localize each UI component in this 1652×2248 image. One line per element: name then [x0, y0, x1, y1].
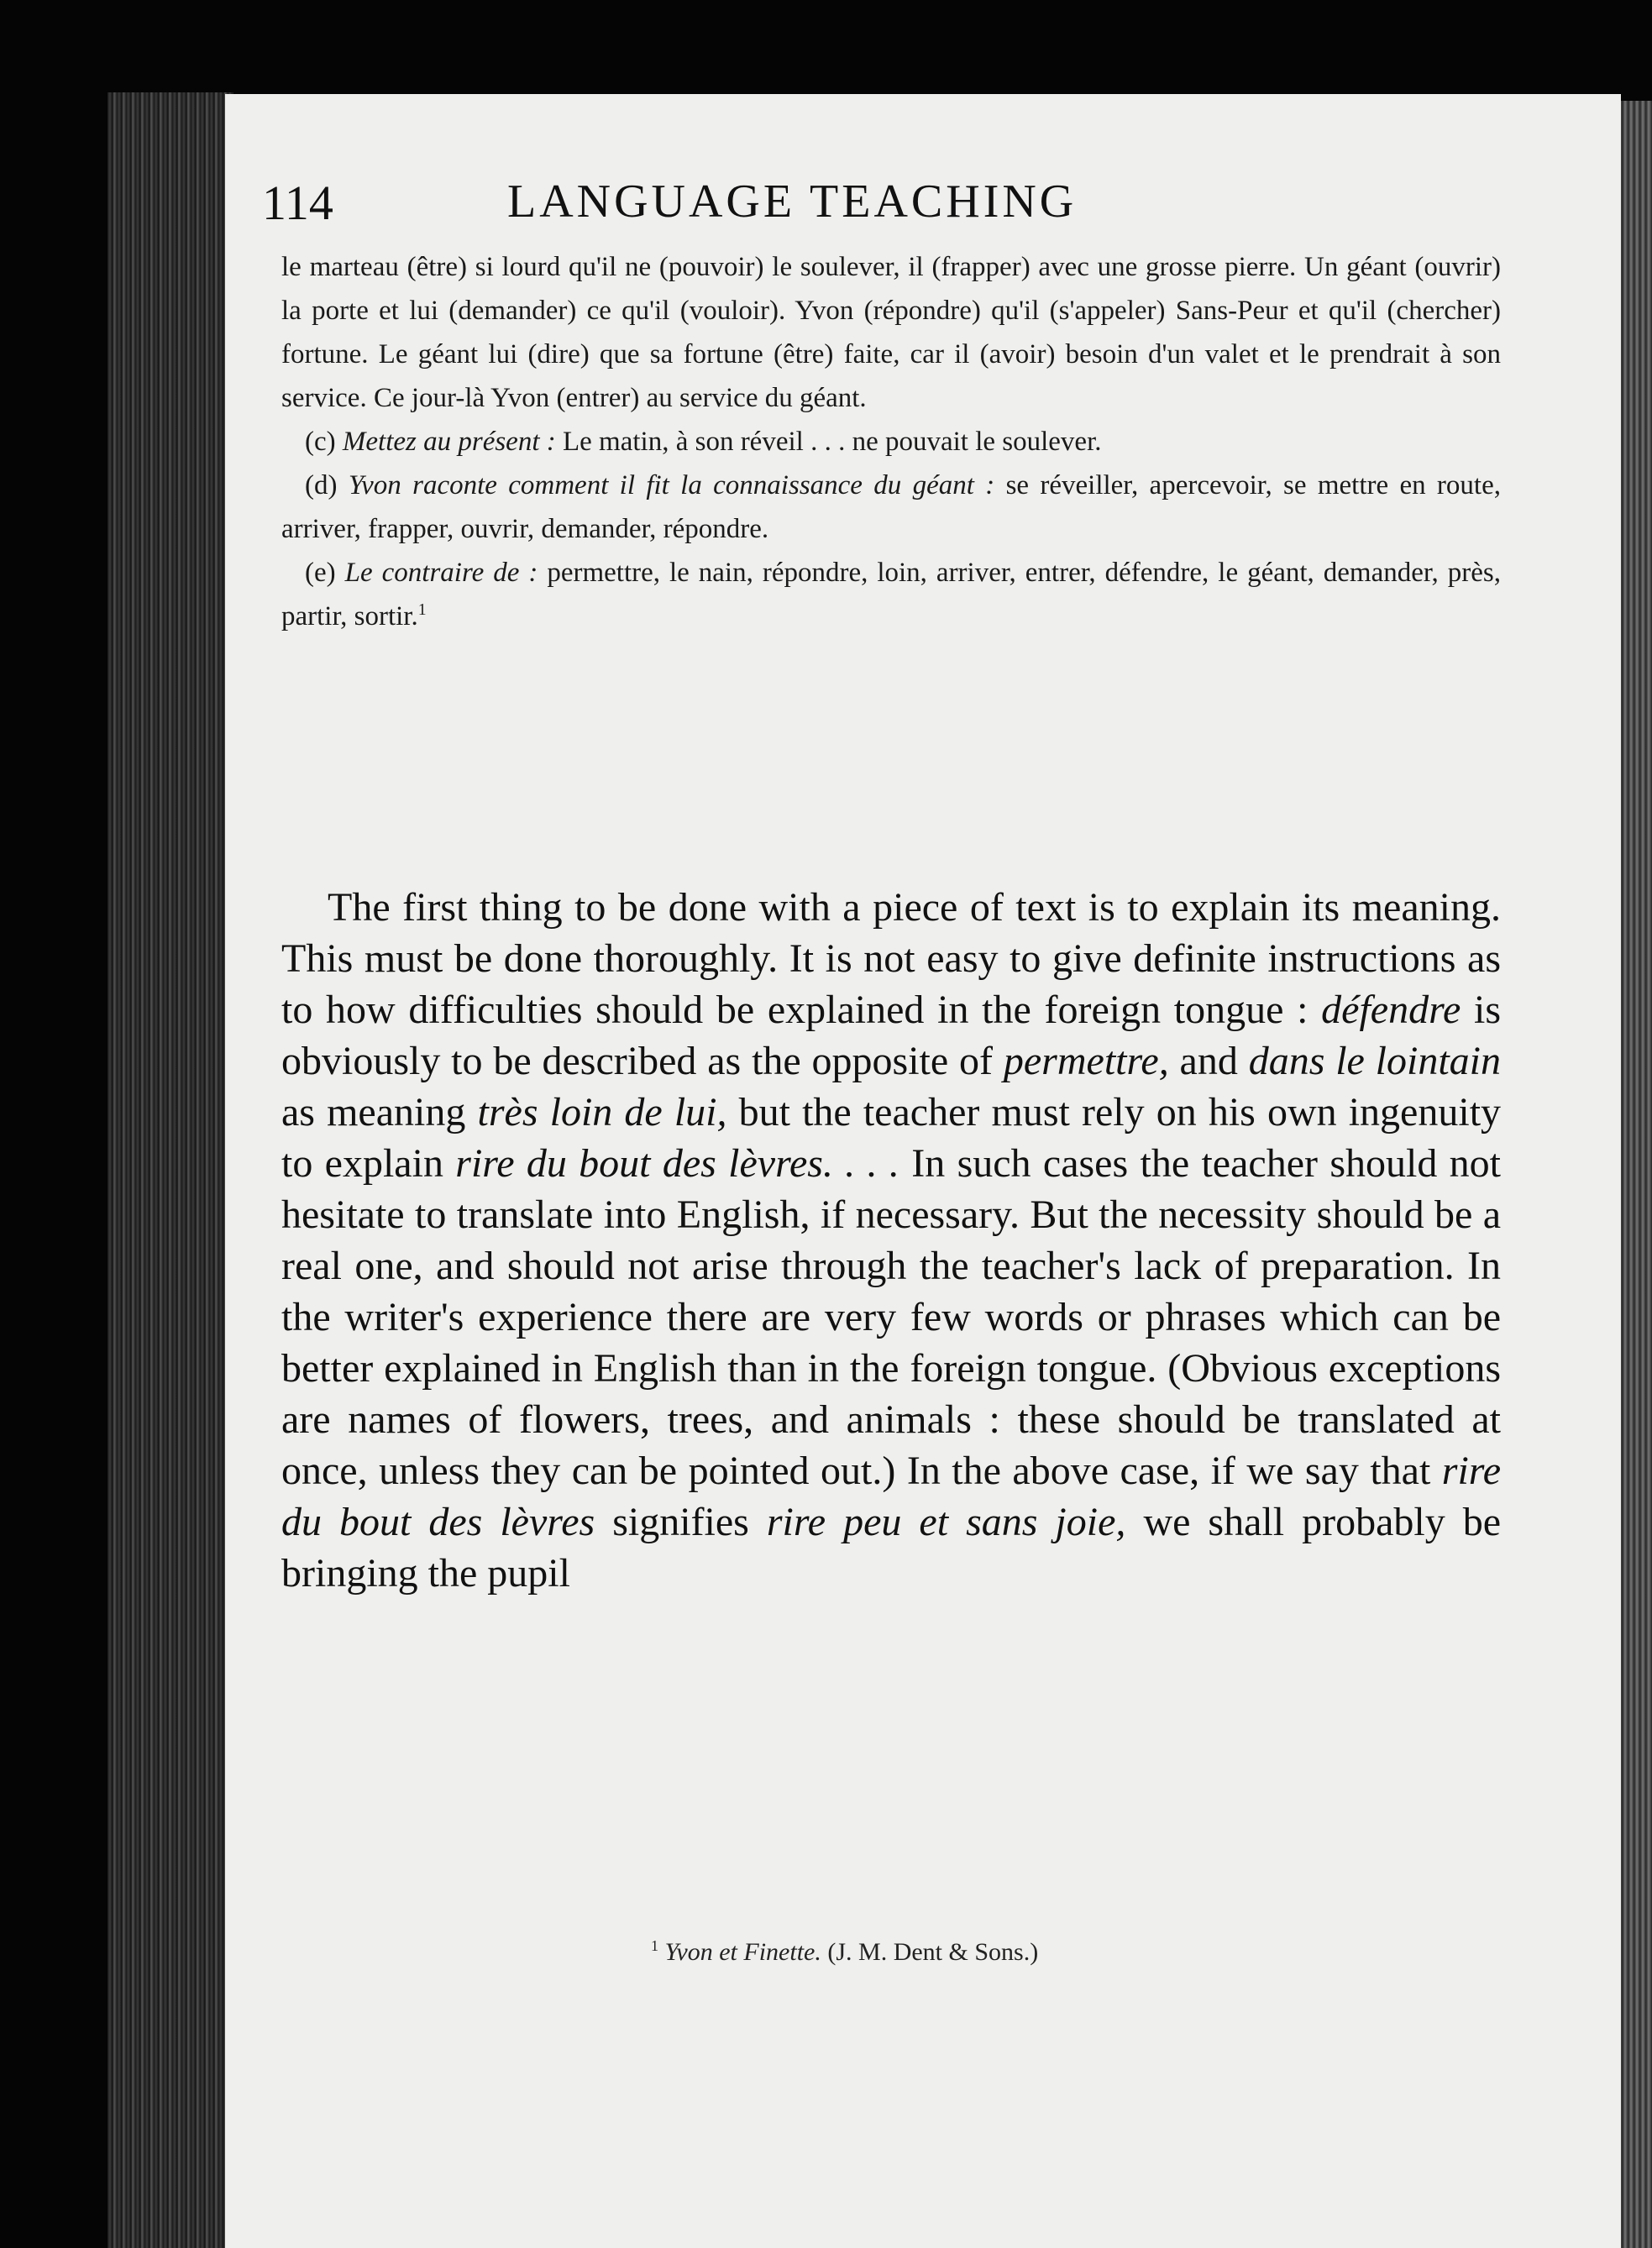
exercise-c	[281, 420, 1501, 464]
running-title: LANGUAGE TEACHING	[507, 176, 1078, 228]
main-paragraph	[281, 882, 1501, 1599]
text-segment: but the teacher must rely on his own ingenuity to explain	[281, 1090, 1502, 1186]
footnote-publisher: (J. M. Dent & Sons.)	[827, 1938, 1039, 1966]
exercise-d	[281, 464, 1501, 551]
page-number: 114	[262, 176, 333, 230]
page-header	[262, 168, 1261, 252]
italic-term: rire du bout des lèvres	[281, 1449, 1501, 1544]
footnote	[651, 1938, 1407, 1967]
main-text	[281, 882, 1501, 1599]
footnote-title: Yvon et Finette.	[664, 1938, 821, 1966]
text-segment: The first thing to be done with a piece of text is to explain its meaning. This must be done thoroughly. It is not easy to give definite instructions as to how difficulties should be explained in the foreign tongue :	[281, 885, 1501, 1032]
exercise-d-label: (d)	[305, 470, 338, 500]
italic-term: rire peu et sans joie,	[766, 1500, 1126, 1544]
text-segment: signifies	[612, 1500, 749, 1544]
text-segment: as meaning	[281, 1090, 466, 1134]
italic-term: très loin de lui,	[477, 1090, 727, 1134]
exercise-e-label: (e)	[305, 558, 336, 588]
exercise-d-title: Yvon raconte comment il fit la connaissance du géant :	[348, 470, 995, 500]
exercise-c-title: Mettez au présent :	[342, 427, 556, 457]
text-segment: and	[1179, 1039, 1238, 1083]
footnote-mark: 1	[651, 1937, 658, 1954]
text-segment: is obviously to be described as the opposite of	[281, 988, 1502, 1083]
exercise-d-text: se réveiller, apercevoir, se mettre en route, arriver, frapper, ouvrir, demander, répondre.	[281, 470, 1501, 544]
exercise-c-label: (c)	[305, 427, 336, 457]
exercise-e-title: Le contraire de :	[344, 558, 538, 588]
exercise-e-text: permettre, le nain, répondre, loin, arriver, entrer, défendre, le géant, demander, près, partir, sortir.	[281, 558, 1502, 631]
exercise-b-continuation: le marteau (être) si lourd qu'il ne (pouvoir) le soulever, il (frapper) avec une grosse pierre. Un géant (ouvrir) la porte et lui (demander) ce qu'il (vouloir). Yvon (répondre) qu'il (s'appeler) Sans-Peur et qu'il (chercher) fortune. Le géant lui (dire) que sa fortune (être) faite, car il (avoir) besoin d'un valet et le prendrait à son service. Ce jour-là Yvon (entrer) au service du géant.	[281, 252, 1501, 413]
exercise-block	[281, 245, 1501, 638]
italic-term: permettre,	[1003, 1039, 1169, 1083]
italic-term: défendre	[1321, 988, 1461, 1032]
footnote-reference: 1	[417, 600, 427, 619]
book-spine-edge	[108, 92, 233, 2248]
text-segment: In such cases the teacher should not hesitate to translate into English, if necessary. But the necessity should be a real one, and should not arise through the teacher's lack of preparation. In the writer's experience there are very few words or phrases which can be better explained in English than in the foreign tongue. (Obvious exceptions are names of flowers, trees, and animals : these should be translated at once, unless they can be pointed out.) In the above case, if we say that	[281, 1141, 1501, 1493]
exercise-c-text: Le matin, à son réveil . . . ne pouvait le soulever.	[563, 427, 1102, 457]
text-segment: we shall probably be bringing the pupil	[281, 1500, 1502, 1596]
right-page-edge	[1617, 101, 1652, 2248]
italic-term: rire du bout des lèvres. . . .	[455, 1141, 899, 1186]
italic-term: dans le lointain	[1248, 1039, 1502, 1083]
exercise-e	[281, 551, 1501, 638]
